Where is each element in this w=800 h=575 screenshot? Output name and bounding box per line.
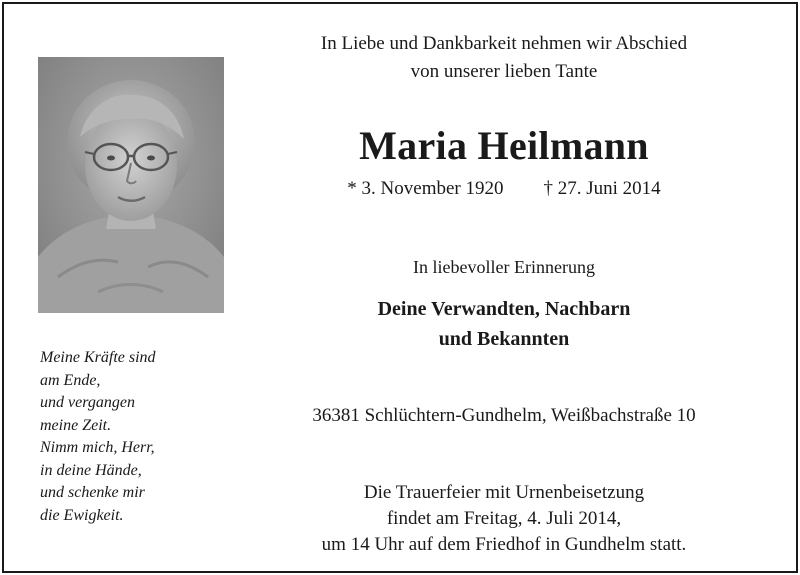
intro-text — [244, 30, 764, 86]
death-date: † 27. Juni 2014 — [543, 178, 661, 199]
ceremony-line: Die Trauerfeier mit Urnenbeisetzung — [363, 482, 645, 503]
mourners-line: Deine Verwandten, Nachbarn — [377, 298, 631, 320]
poem-line: meine Zeit. — [40, 416, 112, 434]
intro-line: von unserer lieben Tante — [410, 61, 598, 82]
mourners-line: und Bekannten — [438, 328, 570, 350]
poem-line: am Ende, — [40, 371, 101, 389]
poem-line: Meine Kräfte sind — [40, 349, 156, 366]
address: 36381 Schlüchtern-Gundhelm, Weißbachstraße 10 — [312, 405, 696, 426]
intro-line: In Liebe und Dankbarkeit nehmen wir Abschied — [320, 33, 688, 54]
portrait-photo — [38, 57, 224, 313]
portrait-illustration — [38, 57, 224, 313]
ceremony-line: findet am Freitag, 4. Juli 2014, — [386, 508, 622, 529]
poem-line: Nimm mich, Herr, — [40, 439, 155, 456]
obituary-card — [2, 2, 798, 573]
poem-line: in deine Hände, — [40, 461, 142, 479]
poem-line: die Ewigkeit. — [40, 506, 124, 524]
memory-line: In liebevoller Erinnerung — [413, 257, 595, 277]
poem-line: und vergangen — [40, 394, 135, 411]
poem-line: und schenke mir — [40, 484, 145, 501]
birth-date: * 3. November 1920 — [347, 178, 504, 199]
ceremony-info — [244, 480, 764, 558]
poem-verse — [40, 347, 230, 527]
ceremony-line: um 14 Uhr auf dem Friedhof in Gundhelm statt. — [321, 534, 687, 555]
deceased-name: Maria Heilmann — [359, 123, 649, 168]
life-dates — [244, 175, 764, 203]
mourners — [244, 294, 764, 354]
